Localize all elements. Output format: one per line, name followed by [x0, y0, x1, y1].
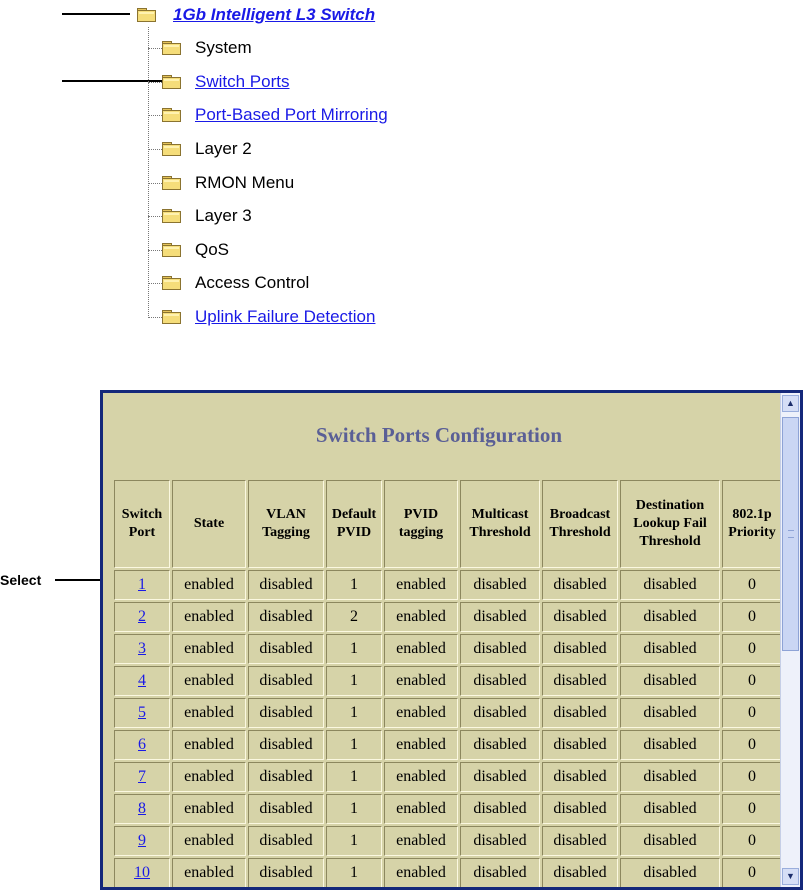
table-row: [114, 634, 782, 664]
port-link[interactable]: 9: [138, 832, 146, 849]
tree-branch-line: [148, 115, 162, 116]
vertical-scrollbar[interactable]: [780, 393, 800, 887]
port-link[interactable]: 6: [138, 736, 146, 753]
column-header: Broadcast Threshold: [542, 480, 618, 568]
root-folder-icon: [137, 8, 155, 21]
table-cell: disabled: [542, 570, 618, 600]
table-cell: disabled: [542, 634, 618, 664]
table-cell: enabled: [172, 698, 246, 728]
column-header: 802.1p Priority: [722, 480, 782, 568]
port-link[interactable]: 10: [134, 864, 150, 881]
port-cell: [114, 794, 170, 824]
table-cell: 0: [722, 698, 782, 728]
table-cell: disabled: [460, 794, 540, 824]
table-cell: enabled: [384, 666, 458, 696]
table-cell: 0: [722, 666, 782, 696]
port-cell: [114, 826, 170, 856]
table-cell: enabled: [172, 602, 246, 632]
switch-ports-table: [112, 478, 784, 890]
table-row: [114, 826, 782, 856]
tree-branch-line: [148, 317, 162, 318]
table-cell: enabled: [384, 698, 458, 728]
table-cell: 0: [722, 602, 782, 632]
folder-icon: [162, 41, 180, 54]
scroll-up-arrow-icon[interactable]: ▲: [782, 395, 799, 412]
panel-title: Switch Ports Configuration: [315, 423, 563, 447]
table-cell: disabled: [248, 730, 324, 760]
port-cell: [114, 730, 170, 760]
table-cell: enabled: [172, 762, 246, 792]
table-row: [114, 794, 782, 824]
table-cell: enabled: [384, 602, 458, 632]
table-cell: disabled: [620, 762, 720, 792]
callout-line-root: [62, 13, 130, 15]
tree-item-label[interactable]: Layer 3: [195, 206, 252, 225]
port-link[interactable]: 3: [138, 640, 146, 657]
table-cell: 0: [722, 730, 782, 760]
table-cell: disabled: [248, 602, 324, 632]
port-cell: [114, 634, 170, 664]
folder-icon: [162, 75, 180, 88]
table-cell: 0: [722, 570, 782, 600]
column-header: PVID tagging: [384, 480, 458, 568]
port-cell: [114, 570, 170, 600]
table-cell: disabled: [620, 826, 720, 856]
tree-item-label[interactable]: Layer 2: [195, 139, 252, 158]
table-cell: 0: [722, 826, 782, 856]
table-cell: disabled: [248, 794, 324, 824]
table-cell: disabled: [620, 794, 720, 824]
table-row: [114, 698, 782, 728]
table-cell: disabled: [620, 730, 720, 760]
scrollbar-thumb[interactable]: [782, 417, 799, 651]
table-cell: 0: [722, 762, 782, 792]
table-cell: disabled: [460, 666, 540, 696]
port-link[interactable]: 2: [138, 608, 146, 625]
table-cell: disabled: [248, 858, 324, 888]
table-cell: enabled: [384, 794, 458, 824]
column-header: Switch Port: [114, 480, 170, 568]
port-link[interactable]: 8: [138, 800, 146, 817]
tree-branch-line: [148, 216, 162, 217]
table-cell: disabled: [460, 634, 540, 664]
port-link[interactable]: 5: [138, 704, 146, 721]
table-cell: enabled: [172, 634, 246, 664]
table-cell: enabled: [384, 634, 458, 664]
table-cell: 1: [326, 730, 382, 760]
table-cell: disabled: [248, 826, 324, 856]
folder-icon: [162, 176, 180, 189]
table-cell: disabled: [460, 730, 540, 760]
table-cell: disabled: [542, 666, 618, 696]
table-cell: disabled: [620, 666, 720, 696]
table-cell: disabled: [460, 602, 540, 632]
table-cell: enabled: [172, 570, 246, 600]
table-cell: disabled: [460, 858, 540, 888]
tree-connector: [148, 27, 149, 318]
tree-branch-line: [148, 82, 162, 83]
table-cell: 1: [326, 634, 382, 664]
table-cell: 0: [722, 634, 782, 664]
tree-item-label[interactable]: RMON Menu: [195, 173, 295, 192]
table-cell: disabled: [620, 858, 720, 888]
table-cell: 1: [326, 826, 382, 856]
folder-icon: [162, 276, 180, 289]
tree-item-label[interactable]: QoS: [195, 240, 230, 259]
table-cell: disabled: [620, 634, 720, 664]
port-cell: [114, 698, 170, 728]
tree-item-label[interactable]: Switch Ports: [195, 72, 290, 91]
folder-icon: [162, 209, 180, 222]
table-cell: disabled: [248, 570, 324, 600]
table-cell: disabled: [460, 570, 540, 600]
select-callout-label: Select: [0, 572, 42, 588]
table-cell: disabled: [542, 858, 618, 888]
table-header-row: [114, 480, 782, 568]
tree-branch-line: [148, 183, 162, 184]
table-cell: enabled: [172, 826, 246, 856]
table-row: [114, 602, 782, 632]
table-cell: disabled: [460, 826, 540, 856]
table-cell: disabled: [460, 762, 540, 792]
table-cell: disabled: [460, 698, 540, 728]
table-cell: enabled: [172, 794, 246, 824]
table-row: [114, 762, 782, 792]
port-link[interactable]: 7: [138, 768, 146, 785]
table-cell: 1: [326, 570, 382, 600]
port-link[interactable]: 1: [138, 576, 146, 593]
table-cell: disabled: [542, 826, 618, 856]
table-cell: enabled: [172, 666, 246, 696]
column-header: Destination Lookup Fail Threshold: [620, 480, 720, 568]
table-row: [114, 570, 782, 600]
table-cell: disabled: [248, 698, 324, 728]
tree-branch-line: [148, 250, 162, 251]
table-cell: 1: [326, 762, 382, 792]
table-cell: disabled: [542, 762, 618, 792]
tree-item-label[interactable]: Uplink Failure Detection: [195, 307, 376, 326]
tree-branch-line: [148, 149, 162, 150]
grip-icon: [788, 530, 794, 538]
table-cell: disabled: [542, 730, 618, 760]
folder-icon: [162, 243, 180, 256]
tree-item-label[interactable]: Port-Based Port Mirroring: [195, 105, 388, 124]
table-cell: 1: [326, 858, 382, 888]
table-row: [114, 730, 782, 760]
table-cell: 1: [326, 794, 382, 824]
column-header: VLAN Tagging: [248, 480, 324, 568]
column-header: State: [172, 480, 246, 568]
table-cell: 0: [722, 858, 782, 888]
folder-icon: [162, 142, 180, 155]
column-header: Default PVID: [326, 480, 382, 568]
table-cell: enabled: [384, 730, 458, 760]
table-cell: enabled: [384, 858, 458, 888]
table-cell: disabled: [620, 602, 720, 632]
table-cell: disabled: [620, 698, 720, 728]
tree-item-label[interactable]: Access Control: [195, 273, 310, 292]
table-row: [114, 666, 782, 696]
tree-branch-line: [148, 48, 162, 49]
table-cell: disabled: [542, 794, 618, 824]
table-cell: disabled: [542, 698, 618, 728]
table-cell: disabled: [248, 762, 324, 792]
table-cell: disabled: [542, 602, 618, 632]
column-header: Multicast Threshold: [460, 480, 540, 568]
table-cell: enabled: [172, 730, 246, 760]
port-cell: [114, 858, 170, 888]
table-cell: disabled: [248, 666, 324, 696]
tree-branch-line: [148, 283, 162, 284]
table-cell: enabled: [384, 762, 458, 792]
switch-ports-panel: [100, 390, 803, 890]
scroll-down-arrow-icon[interactable]: ▼: [782, 868, 799, 885]
table-row: [114, 858, 782, 888]
table-cell: enabled: [172, 858, 246, 888]
port-cell: [114, 666, 170, 696]
port-cell: [114, 762, 170, 792]
table-cell: 0: [722, 794, 782, 824]
table-cell: enabled: [384, 570, 458, 600]
port-link[interactable]: 4: [138, 672, 146, 689]
folder-icon: [162, 310, 180, 323]
table-cell: disabled: [248, 634, 324, 664]
table-cell: enabled: [384, 826, 458, 856]
folder-icon: [162, 108, 180, 121]
table-cell: 1: [326, 666, 382, 696]
tree-item-label[interactable]: System: [195, 38, 252, 57]
table-cell: disabled: [620, 570, 720, 600]
table-cell: 1: [326, 698, 382, 728]
port-cell: [114, 602, 170, 632]
tree-root-link[interactable]: 1Gb Intelligent L3 Switch: [173, 5, 376, 24]
table-cell: 2: [326, 602, 382, 632]
